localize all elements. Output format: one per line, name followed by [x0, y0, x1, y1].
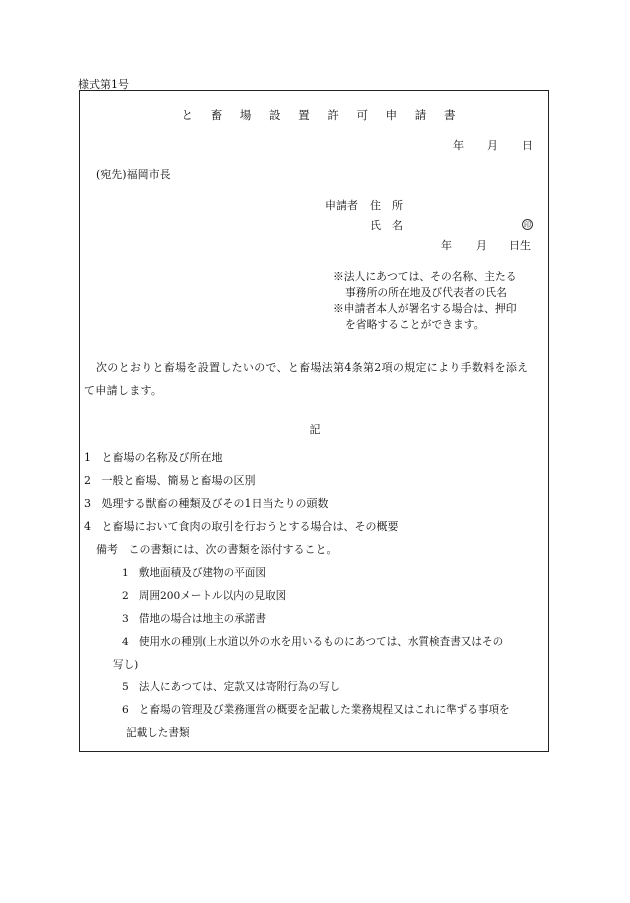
item-text: 処理する獣畜の種類及びその1日当たりの頭数 [101, 497, 329, 510]
list-item [84, 521, 399, 532]
date-year-label: 年 [453, 139, 464, 152]
birth-year-label: 年 [441, 239, 452, 252]
note-line: ※申請者本人が署名する場合は、押印 [333, 302, 517, 315]
item-number: 3 [84, 497, 91, 510]
birth-day-label: 日生 [509, 239, 531, 252]
remarks-intro: この書類には、次の書類を添付すること。 [128, 543, 338, 556]
document-title: と 畜 場 設 置 許 可 申 請 書 [181, 108, 463, 122]
attachment-text: 使用水の種別(上水道以外の水を用いるものにあつては、水質検査書又はその [138, 636, 504, 648]
attachment-item [122, 614, 266, 625]
item-text: 一般と畜場、簡易と畜場の区別 [101, 474, 256, 487]
list-item [84, 452, 223, 463]
remarks-label: 備考 [96, 543, 118, 556]
attachment-text: と畜場の管理及び業務運営の概要を記載した業務規程又はこれに準ずる事項を [138, 704, 510, 716]
item-text: と畜場において食肉の取引を行おうとする場合は、その概要 [101, 520, 399, 533]
attachment-number: 5 [122, 681, 129, 693]
attachment-number: 3 [122, 613, 129, 625]
attachment-number: 6 [122, 704, 129, 716]
birth-month-label: 月 [476, 239, 487, 252]
attachment-item [122, 591, 286, 602]
date-day-label: 日 [522, 139, 533, 152]
attachment-item [122, 682, 340, 693]
attachment-text: 敷地面積及び建物の平面図 [138, 567, 266, 579]
body-text-line: 次のとおりと畜場を設置したいので、と畜場法第4条第2項の規定により手数料を添え [96, 361, 529, 374]
ki-heading: 記 [309, 423, 321, 436]
item-number: 4 [84, 520, 91, 533]
attachment-text: 借地の場合は地主の承諾書 [138, 613, 266, 625]
body-text-line: て申請します。 [84, 384, 163, 397]
attachment-item [122, 705, 510, 716]
attachment-text: 法人にあつては、定款又は寄附行為の写し [138, 681, 341, 693]
list-item [84, 475, 256, 486]
note-line: を省略することができます。 [345, 318, 485, 331]
attachment-item [122, 637, 503, 648]
applicant-label: 申請者 [325, 199, 358, 212]
note-line: 事務所の所在地及び代表者の氏名 [345, 286, 507, 299]
attachment-continuation: 記載した書類 [126, 727, 190, 739]
note-line: ※法人にあつては、その名称、主たる [333, 270, 517, 283]
item-text: と畜場の名称及び所在地 [101, 451, 223, 464]
attachment-number: 1 [122, 567, 129, 579]
list-item [84, 498, 329, 509]
addressee: (宛先)福岡市長 [96, 168, 171, 181]
item-number: 2 [84, 474, 91, 487]
form-number: 様式第1号 [78, 78, 129, 91]
address-label: 住 所 [370, 199, 403, 212]
name-label: 氏 名 [370, 219, 403, 232]
attachment-continuation: 写し) [113, 659, 139, 671]
attachment-item [122, 568, 266, 579]
attachment-text: 周囲200メートル以内の見取図 [138, 590, 287, 602]
form-frame [79, 90, 549, 752]
remarks [96, 544, 338, 555]
seal-mark: 印 [524, 221, 531, 229]
attachment-number: 4 [122, 636, 129, 648]
date-month-label: 月 [487, 139, 498, 152]
attachment-number: 2 [122, 590, 129, 602]
item-number: 1 [84, 451, 91, 464]
